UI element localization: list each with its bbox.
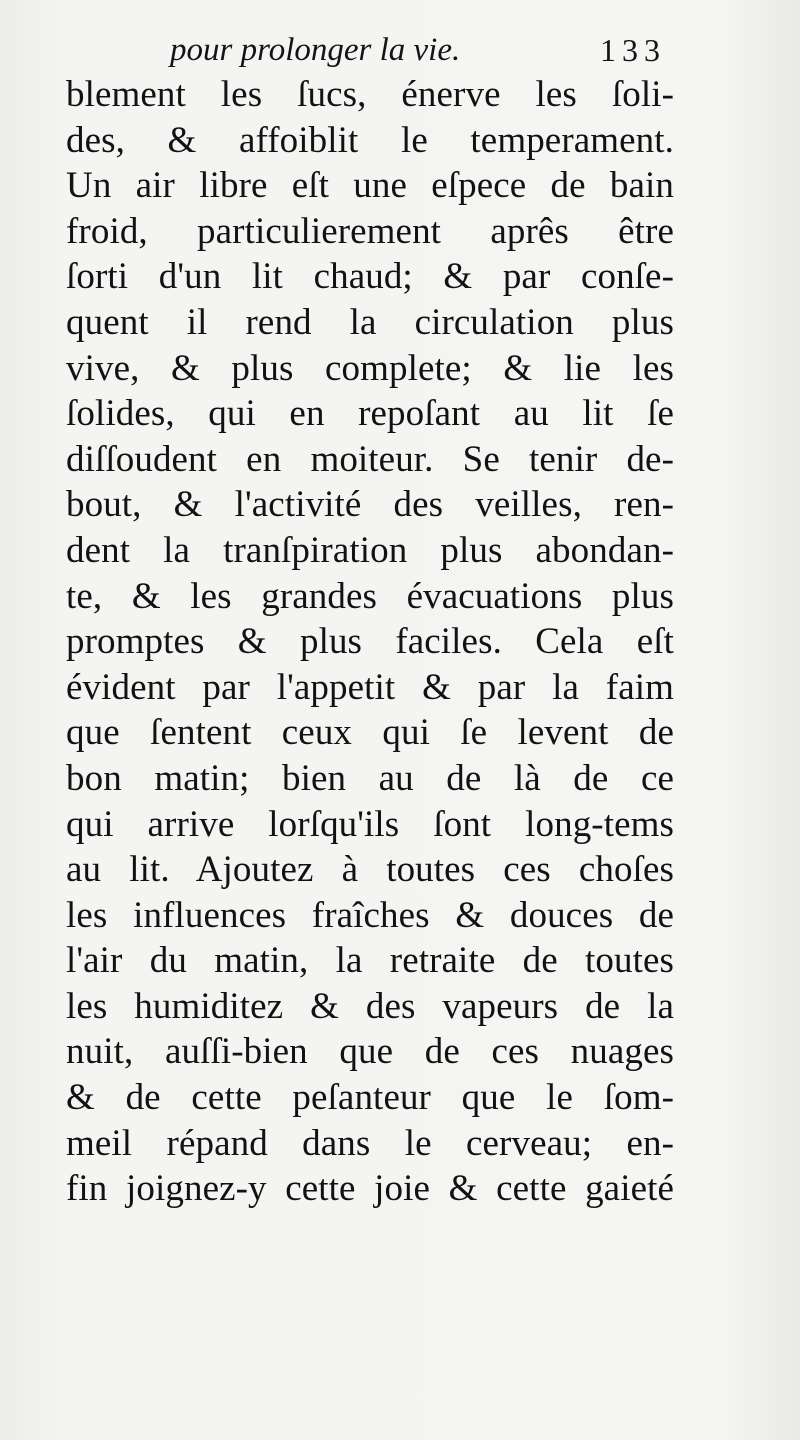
text-line: au lit. Ajoutez à toutes ces choſes <box>66 849 674 891</box>
text-line: des, & affoiblit le temperament. <box>66 119 674 161</box>
text-line: Un air libre eſt une eſpece de bain <box>66 165 674 207</box>
text-line: diſſoudent en moiteur. Se tenir de- <box>66 438 674 480</box>
text-line: évident par l'appetit & par la faim <box>66 666 674 708</box>
text-line: fin joignez-y cette joie & cette gaieté <box>66 1168 674 1210</box>
text-line: ſorti d'un lit chaud; & par conſe- <box>66 256 674 298</box>
text-line: dent la tranſpiration plus abondan- <box>66 529 674 571</box>
page-number: 133 <box>600 32 666 68</box>
text-line: te, & les grandes évacuations plus <box>66 575 674 617</box>
text-line: vive, & plus complete; & lie les <box>66 347 674 389</box>
text-line: promptes & plus faciles. Cela eſt <box>66 621 674 663</box>
running-head: pour prolonger la vie. <box>170 32 461 68</box>
text-line: & de cette peſanteur que le ſom- <box>66 1077 674 1119</box>
text-line: froid, particulierement aprês être <box>66 210 674 252</box>
body-text <box>66 72 674 1212</box>
text-line: qui arrive lorſqu'ils ſont long-tems <box>66 803 674 845</box>
text-line: blement les ſucs, énerve les ſoli- <box>66 74 674 115</box>
text-line: ſolides, qui en repoſant au lit ſe <box>66 393 674 435</box>
text-line: nuit, auſſi-bien que de ces nuages <box>66 1031 674 1073</box>
text-line: que ſentent ceux qui ſe levent de <box>66 712 674 754</box>
text-line: les influences fraîches & douces de <box>66 894 674 936</box>
text-line: meil répand dans le cerveau; en- <box>66 1122 674 1164</box>
text-line: bon matin; bien au de là de ce <box>66 757 674 799</box>
text-line: bout, & l'activité des veilles, ren- <box>66 484 674 526</box>
text-line: quent il rend la circulation plus <box>66 301 674 343</box>
page-header <box>0 30 800 78</box>
text-line: l'air du matin, la retraite de toutes <box>66 940 674 982</box>
text-line: les humiditez & des vapeurs de la <box>66 985 674 1027</box>
